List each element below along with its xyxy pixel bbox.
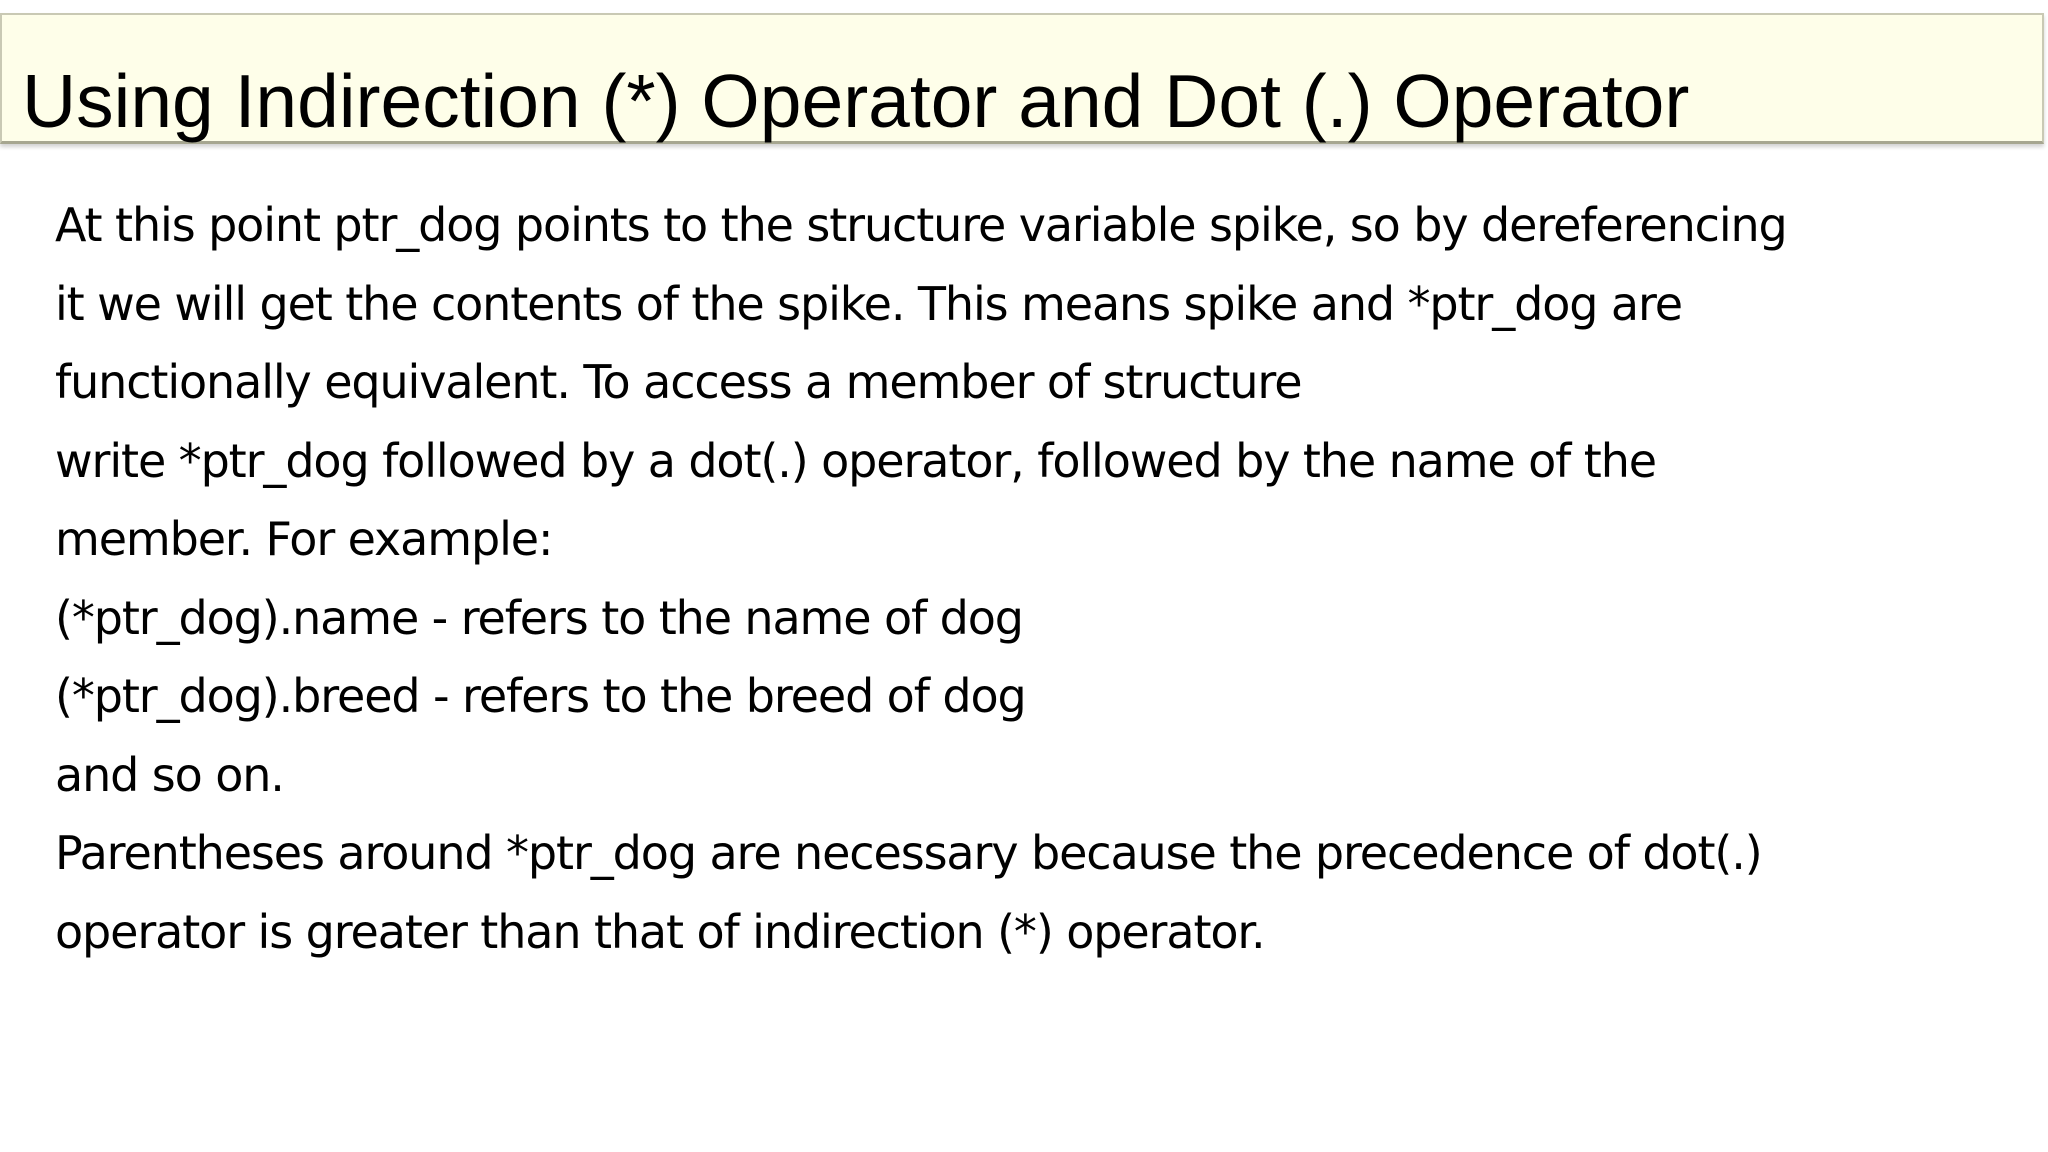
- body-line: it we will get the contents of the spike. This means spike and *ptr_dog are: [55, 276, 1683, 331]
- body-line: functionally equivalent. To access a member of structure: [55, 355, 1302, 409]
- body-line: write *ptr_dog followed by a dot(.) operator, followed by the name of the: [55, 433, 1656, 488]
- code-example-line: (*ptr_dog).name - refers to the name of dog: [55, 590, 1023, 645]
- body-line: operator is greater than that of indirection (*) operator.: [55, 904, 1265, 959]
- code-example-line: (*ptr_dog).breed - refers to the breed of dog: [55, 669, 1026, 723]
- body-line: and so on.: [55, 747, 284, 802]
- body-line: member. For example:: [55, 512, 553, 566]
- slide-body: [55, 186, 2015, 971]
- slide-title: Using Indirection (*) Operator and Dot (.) Operator: [22, 59, 1690, 143]
- body-line: Parentheses around *ptr_dog are necessary because the precedence of dot(.): [55, 826, 1762, 880]
- title-bar: [0, 13, 2044, 144]
- body-line: At this point ptr_dog points to the structure variable spike, so by dereferencing: [55, 198, 1787, 252]
